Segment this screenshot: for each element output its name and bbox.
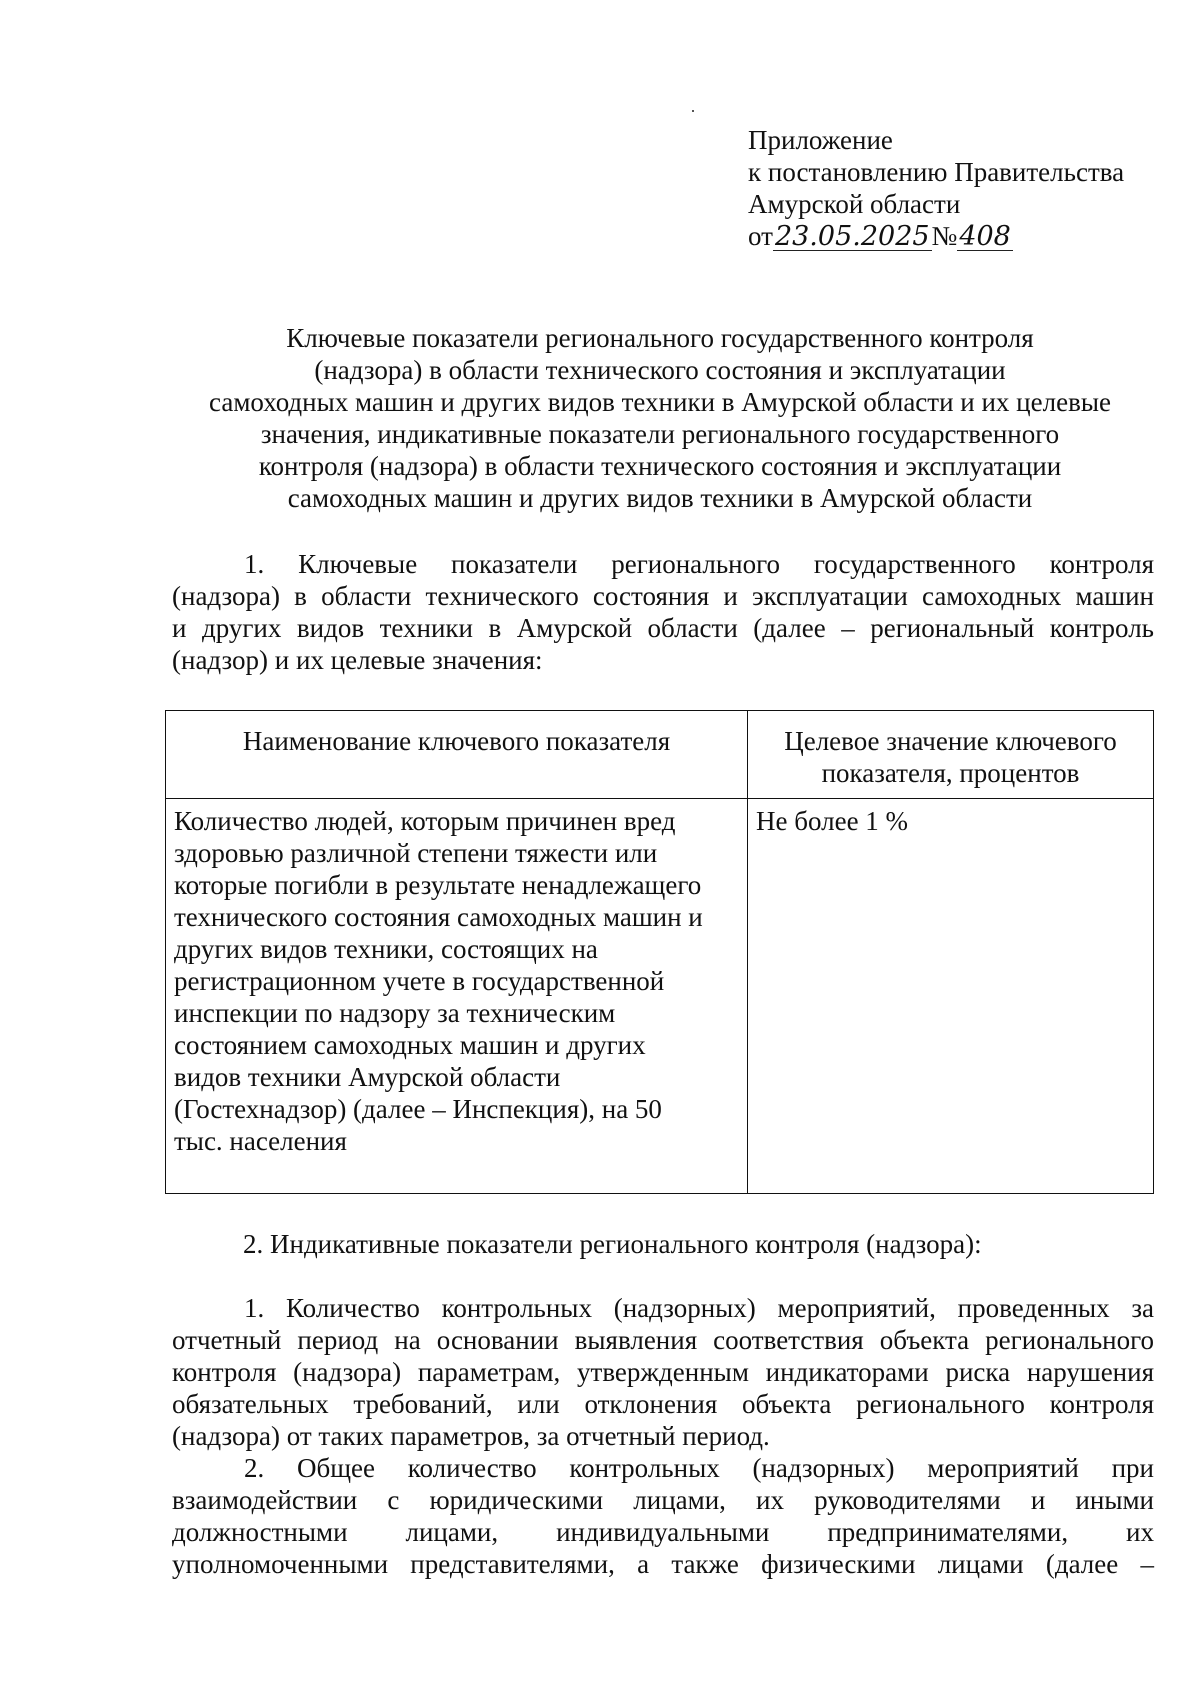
number-prefix: № (931, 221, 958, 251)
paragraph-line: отчетный период на основании выявления соответствия объекта регионального (172, 1325, 1154, 1355)
handwritten-number: 408 (959, 221, 1011, 252)
title-line: значения, индикативные показатели регионального государственного (260, 419, 1060, 449)
paragraph-line: 2. Общее количество контрольных (надзорных) мероприятий при (244, 1453, 1154, 1483)
cell-line: тыс. населения (174, 1126, 347, 1156)
title-line: контроля (надзора) в области технического состояния и эксплуатации (258, 451, 1062, 481)
paragraph-line: (надзора) в области технического состояния и эксплуатации самоходных машин (172, 581, 1154, 611)
appendix-block (748, 124, 1188, 252)
cell-line: которые погибли в результате ненадлежащего (174, 870, 702, 900)
paragraph-line: обязательных требований, или отклонения объекта регионального контроля (172, 1389, 1154, 1419)
title-line: самоходных машин и других видов техники в Амурской области и их целевые (209, 387, 1111, 417)
paragraph-line: уполномоченными представителями, а также физическими лицами (далее – (172, 1549, 1154, 1579)
paragraph-line: и других видов техники в Амурской области (далее – региональный контроль (172, 613, 1154, 643)
table-row (166, 799, 1154, 1194)
paragraph-line: 1. Ключевые показатели регионального государственного контроля (244, 549, 1154, 579)
paragraph-line: (надзор) и их целевые значения: (172, 645, 543, 675)
cell-line: (Гостехнадзор) (далее – Инспекция), на 50 (174, 1094, 662, 1124)
section-2-title: 2. Индикативные показатели регионального контроля (надзора): (243, 1229, 982, 1259)
cell-line: регистрационном учете в государственной (174, 966, 665, 996)
cell-line: видов техники Амурской области (174, 1062, 561, 1092)
indicator-name-cell (166, 799, 748, 1194)
paragraph-line: должностными лицами, индивидуальными предпринимателями, их (172, 1517, 1154, 1547)
scan-speck (692, 110, 694, 112)
title-line: (надзора) в области технического состояния и эксплуатации (314, 355, 1006, 385)
document-title (150, 322, 1170, 514)
paragraph-line: взаимодействии с юридическими лицами, их руководителями и иными (172, 1485, 1154, 1515)
key-indicators-table (165, 710, 1154, 1194)
handwritten-date: 23.05.2025 (774, 221, 930, 252)
header-indicator-name: Наименование ключевого показателя (166, 711, 748, 799)
section-2-item-2 (172, 1452, 1154, 1580)
appendix-region: Амурской области (748, 189, 961, 219)
cell-line: здоровью различной степени тяжести или (174, 838, 658, 868)
section-2-item-1 (172, 1292, 1154, 1452)
date-prefix: от (748, 221, 773, 251)
title-line: самоходных машин и других видов техники в Амурской области (287, 483, 1033, 513)
cell-line: инспекции по надзору за техническим (174, 998, 616, 1028)
cell-line: других видов техники, состоящих на (174, 934, 598, 964)
cell-line: технического состояния самоходных машин и (174, 902, 703, 932)
appendix-date-number (748, 220, 1188, 252)
table-header-row (166, 711, 1154, 799)
title-line: Ключевые показатели регионального государственного контроля (286, 323, 1034, 353)
appendix-resolution-ref: к постановлению Правительства (748, 157, 1125, 187)
cell-line: Количество людей, которым причинен вред (174, 806, 676, 836)
header-target-value: Целевое значение ключевого показателя, процентов (748, 711, 1154, 799)
paragraph-line: контроля (надзора) параметрам, утвержденным индикаторами риска нарушения (172, 1357, 1154, 1387)
target-value-cell: Не более 1 % (748, 799, 1154, 1194)
section-1-paragraph (172, 548, 1154, 676)
paragraph-line: 1. Количество контрольных (надзорных) мероприятий, проведенных за (244, 1293, 1154, 1323)
cell-line: состоянием самоходных машин и других (174, 1030, 646, 1060)
paragraph-line: (надзора) от таких параметров, за отчетный период. (172, 1421, 770, 1451)
appendix-label: Приложение (748, 125, 893, 155)
